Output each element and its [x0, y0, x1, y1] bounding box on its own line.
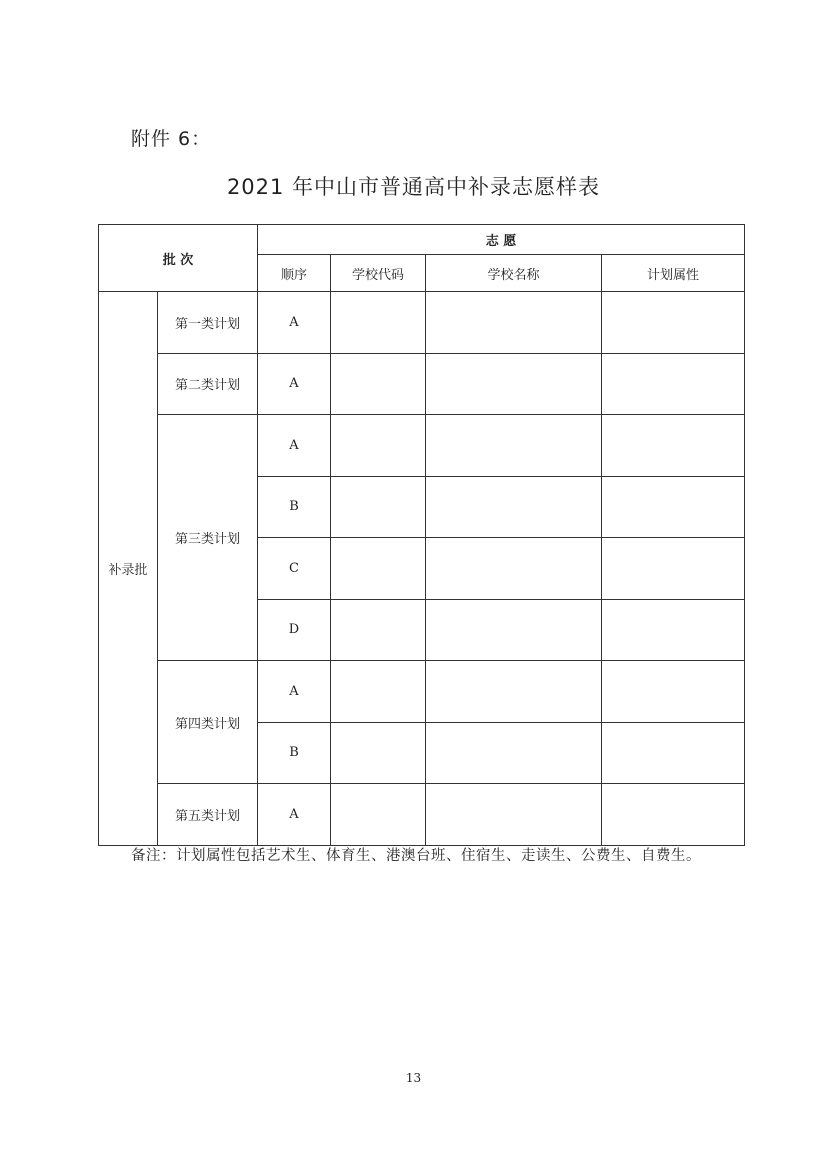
- wish-header: 志 愿: [258, 225, 745, 255]
- table-row: [99, 784, 745, 846]
- plan-attribute-cell[interactable]: [602, 415, 745, 477]
- plan-attribute-cell[interactable]: [602, 784, 745, 846]
- table-row: [99, 415, 745, 477]
- page-title: 2021 年中山市普通高中补录志愿样表: [226, 175, 601, 199]
- school-name-cell[interactable]: [426, 476, 602, 538]
- table-row: [99, 353, 745, 415]
- school-code-cell[interactable]: [331, 661, 426, 723]
- order-cell: A: [258, 661, 331, 723]
- plan-attribute-cell[interactable]: [602, 353, 745, 415]
- plan-name-cell: 第四类计划: [158, 661, 258, 784]
- school-name-cell[interactable]: [426, 415, 602, 477]
- plan-attribute-cell[interactable]: [602, 292, 745, 354]
- school-name-cell[interactable]: [426, 292, 602, 354]
- school-code-cell[interactable]: [331, 415, 426, 477]
- column-header-school-name: 学校名称: [426, 255, 602, 292]
- plan-attribute-cell[interactable]: [602, 538, 745, 600]
- school-code-cell[interactable]: [331, 292, 426, 354]
- order-cell: A: [258, 784, 331, 846]
- school-code-cell[interactable]: [331, 538, 426, 600]
- school-name-cell[interactable]: [426, 599, 602, 661]
- school-code-cell[interactable]: [331, 353, 426, 415]
- school-name-cell[interactable]: [426, 353, 602, 415]
- order-cell: A: [258, 292, 331, 354]
- order-cell: A: [258, 353, 331, 415]
- school-name-cell[interactable]: [426, 722, 602, 784]
- page-number: 13: [405, 1071, 422, 1085]
- plan-attribute-cell[interactable]: [602, 661, 745, 723]
- order-cell: B: [258, 722, 331, 784]
- plan-name-cell: 第二类计划: [158, 353, 258, 415]
- table-row: [99, 661, 745, 723]
- plan-attribute-cell[interactable]: [602, 722, 745, 784]
- plan-attribute-cell[interactable]: [602, 599, 745, 661]
- school-name-cell[interactable]: [426, 538, 602, 600]
- application-form-table: [98, 224, 745, 846]
- batch-name-cell: 补录批: [99, 292, 158, 846]
- school-name-cell[interactable]: [426, 661, 602, 723]
- school-code-cell[interactable]: [331, 599, 426, 661]
- order-cell: C: [258, 538, 331, 600]
- table-row: [99, 292, 745, 354]
- plan-attribute-cell[interactable]: [602, 476, 745, 538]
- plan-name-cell: 第三类计划: [158, 415, 258, 661]
- order-cell: B: [258, 476, 331, 538]
- plan-name-cell: 第一类计划: [158, 292, 258, 354]
- school-name-cell[interactable]: [426, 784, 602, 846]
- plan-name-cell: 第五类计划: [158, 784, 258, 846]
- column-header-order: 顺序: [258, 255, 331, 292]
- column-header-school-code: 学校代码: [331, 255, 426, 292]
- batch-header: 批 次: [99, 225, 258, 292]
- order-cell: D: [258, 599, 331, 661]
- column-header-plan-attribute: 计划属性: [602, 255, 745, 292]
- school-code-cell[interactable]: [331, 722, 426, 784]
- school-code-cell[interactable]: [331, 784, 426, 846]
- attachment-label: 附件 6：: [131, 128, 212, 150]
- footnote: 备注：计划属性包括艺术生、体育生、港澳台班、住宿生、走读生、公费生、自费生。: [131, 848, 701, 864]
- school-code-cell[interactable]: [331, 476, 426, 538]
- order-cell: A: [258, 415, 331, 477]
